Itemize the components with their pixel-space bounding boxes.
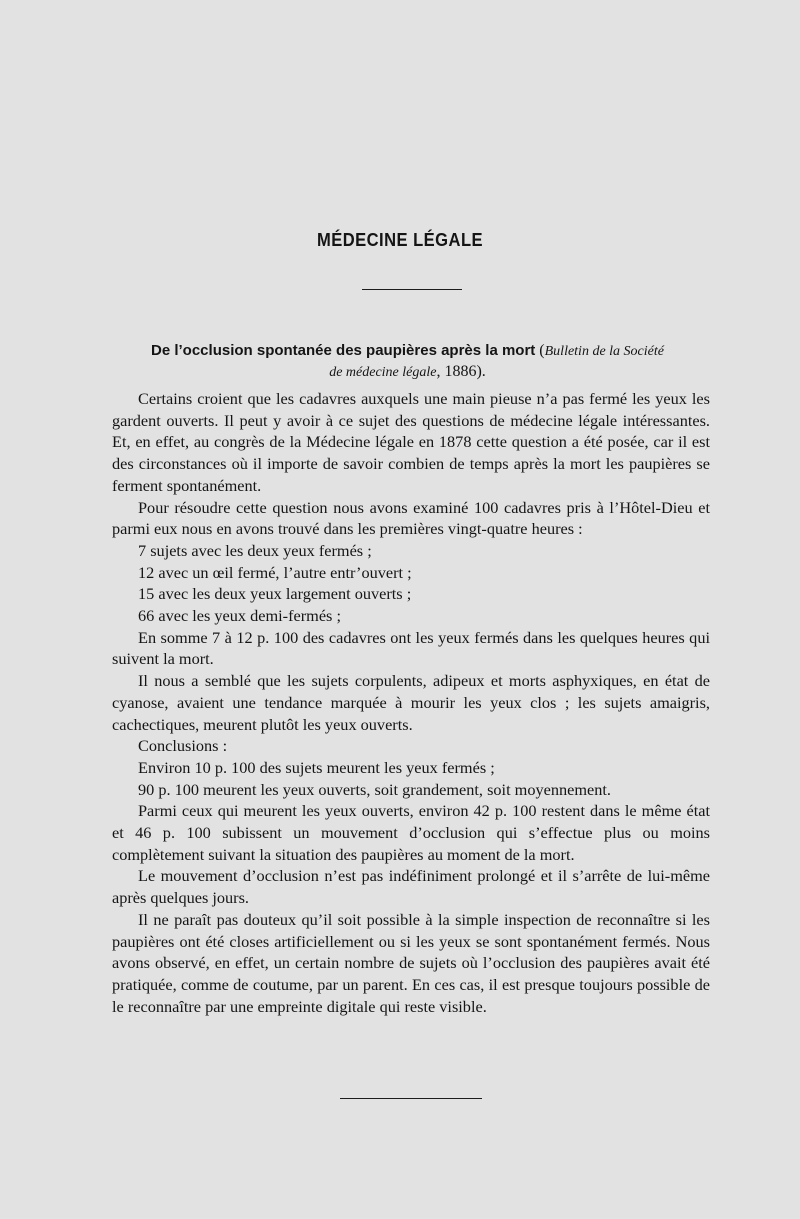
- list-item: 12 avec un œil fermé, l’autre entr’ouvert ;: [138, 562, 412, 582]
- section-title: MÉDECINE LÉGALE: [316, 230, 484, 250]
- list-item: Environ 10 p. 100 des sujets meurent les yeux fermés ;: [138, 757, 495, 777]
- article-title: De l’occlusion spontanée des paupières après la mort: [151, 342, 536, 359]
- paragraph: Il nous a semblé que les sujets corpulents, adipeux et morts asphyxiques, en état de cyanose, avaient une tendance marquée à mourir les yeux clos ; les sujets amaigris, cachectiques, meurent plutôt les yeux ouverts.: [112, 671, 710, 734]
- paragraph: Le mouvement d’occlusion n’est pas indéfiniment prolongé et il s’arrête de lui-même après quelques jours.: [112, 866, 710, 908]
- list-item: 90 p. 100 meurent les yeux ouverts, soit grandement, soit moyennement.: [138, 779, 611, 799]
- article-body: [112, 388, 710, 1017]
- list-item: 7 sujets avec les deux yeux fermés ;: [138, 540, 372, 560]
- end-divider: [340, 1098, 482, 1099]
- list-item: 66 avec les yeux demi-fermés ;: [138, 606, 341, 626]
- citation-journal-cont: de médecine légale: [329, 365, 437, 380]
- article-heading: [110, 341, 705, 383]
- paragraph: Il ne paraît pas douteux qu’il soit possible à la simple inspection de reconnaître si les paupières ont été closes artificiellement ou si les yeux se sont spontanément fermés. Nous avons observé, en effet, un certain nombre de sujets où l’occlusion des paupières avait été pratiquée, comme de coutume, par un parent. En ces cas, il est presque toujours possible de le reconnaître par une empreinte digitale qui reste visible.: [112, 909, 710, 1016]
- citation-journal: Bulletin de la Société: [544, 344, 664, 359]
- list-item: 15 avec les deux yeux largement ouverts ;: [138, 584, 412, 604]
- conclusions-label: Conclusions :: [138, 736, 228, 756]
- title-divider: [362, 289, 462, 290]
- citation-open: (: [539, 342, 545, 359]
- paragraph: Parmi ceux qui meurent les yeux ouverts, environ 42 p. 100 restent dans le même état et 46 p. 100 subissent un mouvement d’occlusion qui s’effectue plus ou moins complètement suivant la situation des paupières au moment de la mort.: [112, 801, 710, 864]
- paragraph: Certains croient que les cadavres auxquels une main pieuse n’a pas fermé les yeux les gardent ouverts. Il peut y avoir à ce sujet des questions de médecine légale intéressantes. Et, en effet, au congrès de la Médecine légale en 1878 cette question a été posée, car il est des circonstances où il importe de savoir combien de temps après la mort les paupières se ferment spontanément.: [112, 389, 710, 495]
- citation-year: , 1886).: [436, 363, 486, 380]
- paragraph: Pour résoudre cette question nous avons examiné 100 cadavres pris à l’Hôtel-Dieu et parmi eux nous en avons trouvé dans les premières vingt-quatre heures :: [112, 497, 710, 539]
- paragraph: En somme 7 à 12 p. 100 des cadavres ont les yeux fermés dans les quelques heures qui suivent la mort.: [112, 627, 710, 669]
